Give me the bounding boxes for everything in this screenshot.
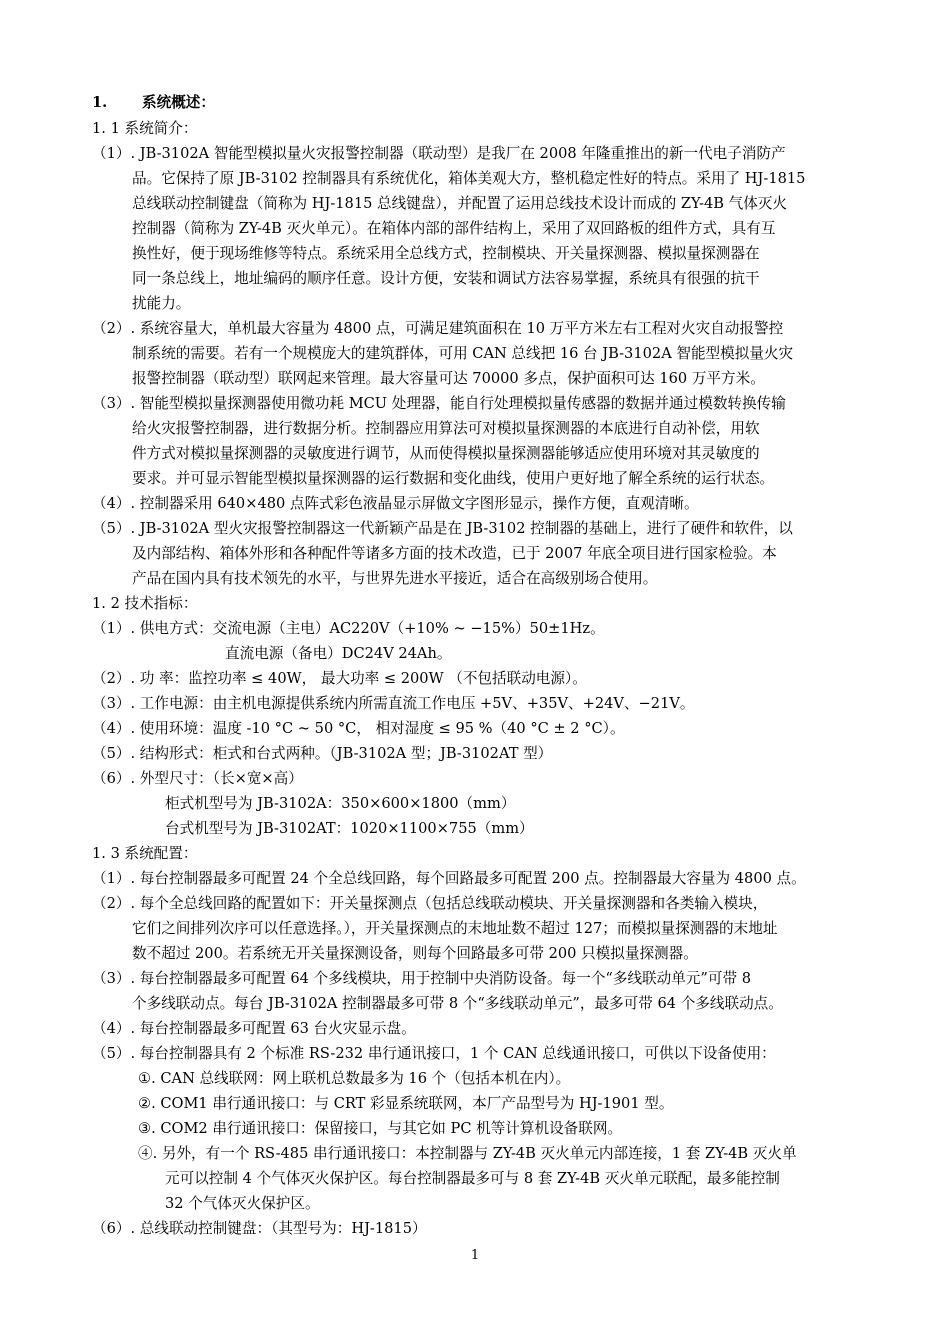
- paragraph-line: 及内部结构、箱体外形和各种配件等诸多方面的技术改造，已于 2007 年底全项目进行国家检验。本: [132, 545, 777, 562]
- paragraph-line: 控制器（简称为 ZY-4B 灭火单元）。在箱体内部的部件结构上，采用了双回路板的组件方式，具有互: [132, 220, 776, 237]
- section-heading: [92, 90, 215, 115]
- subsection-title-1-3: 1. 3 系统配置：: [92, 845, 198, 862]
- paragraph-line: 报警控制器（联动型）联网起来管理。最大容量可达 70000 多点，保护面积可达 160 万平方米。: [132, 370, 765, 387]
- spec-line: （3）. 工作电源：由主机电源提供系统内所需直流工作电压 +5V、+35V、+24V、−21V。: [92, 695, 695, 712]
- spec-line: 柜式机型号为 JB-3102A：350×600×1800（mm）: [165, 795, 516, 812]
- spec-line: （2）. 功 率：监控功率 ≤ 40W， 最大功率 ≤ 200W （不包括联动电源）。: [92, 670, 587, 687]
- config-line: （4）. 每台控制器最多可配置 63 台火灾显示盘。: [92, 1020, 416, 1037]
- paragraph-line: （3）. 智能型模拟量探测器使用微功耗 MCU 处理器，能自行处理模拟量传感器的数据并通过模数转换传输: [92, 395, 786, 412]
- paragraph-line: 换性好，便于现场维修等特点。系统采用全总线方式，控制模块、开关量探测器、模拟量探测器在: [132, 245, 760, 262]
- paragraph-line: （5）. JB-3102A 型火灾报警控制器这一代新颖产品是在 JB-3102 控制器的基础上，进行了硬件和软件，以: [92, 520, 793, 537]
- paragraph-line: 要求。并可显示智能型模拟量探测器的运行数据和变化曲线，使用户更好地了解全系统的运行状态。: [132, 470, 775, 487]
- paragraph-line: （4）. 控制器采用 640×480 点阵式彩色液晶显示屏做文字图形显示，操作方便，直观清晰。: [92, 495, 699, 512]
- page-number: 1: [470, 1248, 480, 1263]
- subsection-title-1-1: 1. 1 系统简介：: [92, 120, 198, 137]
- paragraph-line: 制系统的需要。若有一个规模庞大的建筑群体，可用 CAN 总线把 16 台 JB-3102A 智能型模拟量火灾: [132, 345, 794, 362]
- paragraph-line: 总线联动控制键盘（简称为 HJ-1815 总线键盘），并配置了运用总线技术设计而成的 ZY-4B 气体灭火: [132, 195, 787, 212]
- config-line: ③. COM2 串行通讯接口：保留接口，与其它如 PC 机等计算机设备联网。: [138, 1120, 623, 1137]
- config-line: （3）. 每台控制器最多可配置 64 个多线模块，用于控制中央消防设备。每一个“多线联动单元”可带 8: [92, 970, 752, 987]
- paragraph-line: 给火灾报警控制器，进行数据分析。控制器应用算法可对模拟量探测器的本底进行自动补偿，用软: [132, 420, 760, 437]
- paragraph-line: 扰能力。: [132, 295, 191, 312]
- paragraph-line: （1）. JB-3102A 智能型模拟量火灾报警控制器（联动型）是我厂在 2008 年隆重推出的新一代电子消防产: [92, 145, 786, 162]
- section-title: 系统概述：: [142, 94, 215, 111]
- spec-line: （5）. 结构形式：柜式和台式两种。（JB-3102A 型；JB-3102AT 型）: [92, 745, 553, 762]
- config-line: （1）. 每台控制器最多可配置 24 个全总线回路，每个回路最多可配置 200 点。控制器最大容量为 4800 点。: [92, 870, 806, 887]
- config-line: 元可以控制 4 个气体灭火保护区。每台控制器最多可与 8 套 ZY-4B 灭火单元联配，最多能控制: [165, 1170, 780, 1187]
- config-line: 数不超过 200。若系统无开关量探测设备，则每个回路最多可带 200 只模拟量探测器。: [132, 945, 698, 962]
- config-line: ②. COM1 串行通讯接口：与 CRT 彩显系统联网，本厂产品型号为 HJ-1901 型。: [138, 1095, 674, 1112]
- spec-line: （1）. 供电方式：交流电源（主电）AC220V（+10% ~ −15%）50±1Hz。: [92, 620, 605, 637]
- config-line: ①. CAN 总线联网：网上联机总数最多为 16 个（包括本机在内）。: [138, 1070, 571, 1087]
- section-number: 1.: [92, 94, 108, 111]
- spec-line: 直流电源（备电）DC24V 24Ah。: [225, 645, 452, 662]
- spec-line: 台式机型号为 JB-3102AT：1020×1100×755（mm）: [165, 820, 534, 837]
- config-line: （6）. 总线联动控制键盘：（其型号为：HJ-1815）: [92, 1220, 427, 1237]
- config-line: 32 个气体灭火保护区。: [165, 1195, 320, 1212]
- paragraph-line: （2）. 系统容量大，单机最大容量为 4800 点，可满足建筑面积在 10 万平方米左右工程对火灾自动报警控: [92, 320, 784, 337]
- paragraph-line: 件方式对模拟量探测器的灵敏度进行调节，从而使得模拟量探测器能够适应使用环境对其灵敏度的: [132, 445, 760, 462]
- config-line: （2）. 每个全总线回路的配置如下：开关量探测点（包括总线联动模块、开关量探测器和各类输入模块，: [92, 895, 768, 912]
- config-line: 它们之间排列次序可以任意选择。），开关量探测点的末地址数不超过 127；而模拟量探测器的末地址: [132, 920, 778, 937]
- config-line: （5）. 每台控制器具有 2 个标准 RS-232 串行通讯接口，1 个 CAN 总线通讯接口，可供以下设备使用：: [92, 1045, 776, 1062]
- config-line: 个多线联动点。每台 JB-3102A 控制器最多可带 8 个“多线联动单元”，最多可带 64 个多线联动点。: [132, 995, 783, 1012]
- config-line: ④. 另外，有一个 RS-485 串行通讯接口：本控制器与 ZY-4B 灭火单元内部连接，1 套 ZY-4B 灭火单: [138, 1145, 797, 1162]
- paragraph-line: 同一条总线上，地址编码的顺序任意。设计方便，安装和调试方法容易掌握，系统具有很强的抗干: [132, 270, 760, 287]
- spec-line: （6）. 外型尺寸：（长×宽×高）: [92, 770, 303, 787]
- paragraph-line: 品。它保持了原 JB-3102 控制器具有系统优化，箱体美观大方，整机稳定性好的特点。采用了 HJ-1815: [132, 170, 806, 187]
- subsection-title-1-2: 1. 2 技术指标：: [92, 595, 198, 612]
- spec-line: （4）. 使用环境：温度 -10 °C ~ 50 °C， 相对湿度 ≤ 95 %（40 °C ± 2 °C）。: [92, 720, 625, 737]
- paragraph-line: 产品在国内具有技术领先的水平，与世界先进水平接近，适合在高级别场合使用。: [132, 570, 658, 587]
